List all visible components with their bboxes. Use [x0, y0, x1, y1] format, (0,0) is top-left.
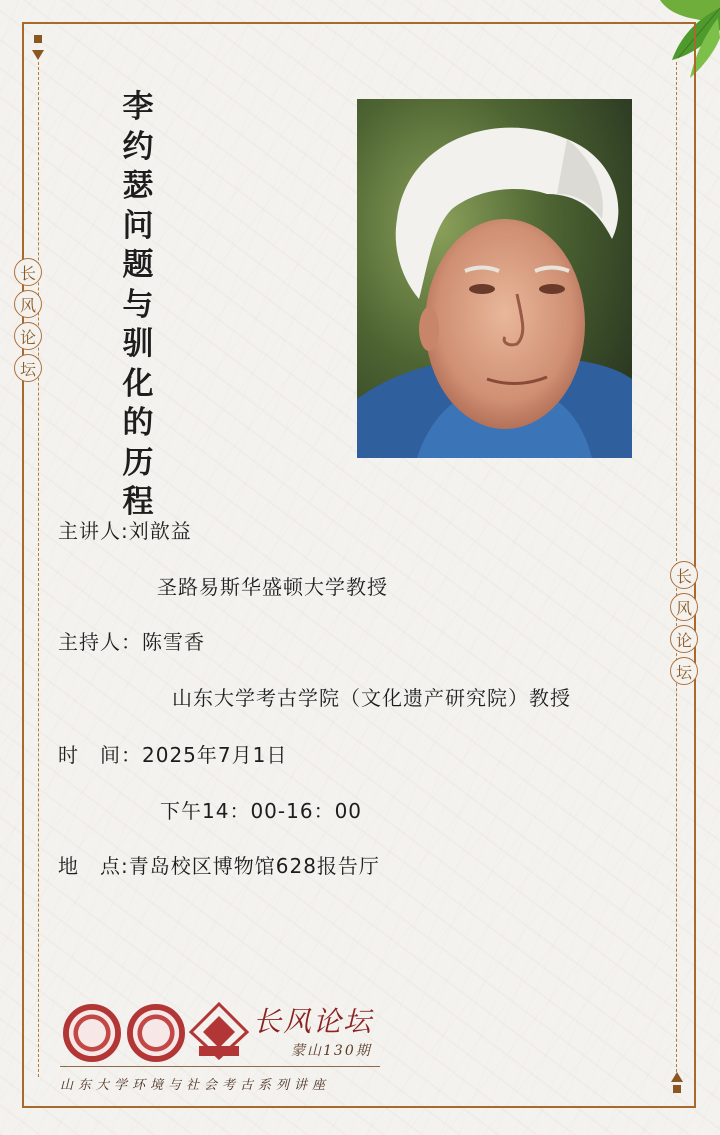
- footer-subtitle: 蒙山130期: [291, 1043, 372, 1059]
- speaker-line: [58, 515, 192, 544]
- series-name: 山东大学环境与社会考古系列讲座: [60, 1078, 331, 1093]
- title-char: 驯: [122, 326, 154, 362]
- seal-char: 坛: [14, 354, 42, 382]
- seal-char: 论: [14, 322, 42, 350]
- corner-square: [673, 1085, 681, 1093]
- forum-seal-right: [670, 561, 698, 685]
- title-char: 题: [122, 247, 154, 283]
- footer-brand: 长风论坛: [253, 1005, 374, 1038]
- host-label: 主持人：: [58, 630, 142, 654]
- footer-divider: [60, 1066, 380, 1067]
- time-line: [58, 739, 287, 768]
- corner-square: [34, 35, 42, 43]
- speaker-label: 主讲人:: [58, 519, 129, 543]
- speaker-title: 圣路易斯华盛顿大学教授: [157, 575, 388, 599]
- seal-char: 风: [14, 290, 42, 318]
- forum-logo-icon: [189, 1002, 249, 1060]
- down-triangle-icon: [32, 50, 44, 60]
- title-char: 约: [122, 128, 154, 165]
- left-dashed-rule: [38, 62, 39, 1077]
- lecture-title: [118, 88, 158, 523]
- time-label: 时 间：: [58, 743, 142, 767]
- title-char: 程: [122, 484, 154, 520]
- title-char: 的: [122, 405, 154, 441]
- seal-char: 风: [670, 593, 698, 621]
- forum-seal-left: [14, 258, 42, 382]
- portrait-photo: [357, 99, 632, 458]
- up-triangle-icon: [671, 1072, 683, 1082]
- seal-char: 论: [670, 625, 698, 653]
- seal-char: 长: [14, 258, 42, 286]
- seal-char: 长: [670, 561, 698, 589]
- title-char: 李: [122, 89, 154, 125]
- place-line: [58, 850, 380, 879]
- title-char: 化: [122, 365, 154, 402]
- host-title: 山东大学考古学院（文化遗产研究院）教授: [172, 686, 571, 710]
- speaker-name: 刘歆益: [128, 519, 192, 543]
- host-name: 陈雪香: [142, 630, 205, 654]
- title-char: 与: [122, 286, 154, 323]
- footer-logos: [55, 996, 385, 1096]
- seal-char: 坛: [670, 657, 698, 685]
- event-place: 青岛校区博物馆628报告厅: [128, 854, 380, 878]
- institute-seal-icon: [127, 1004, 185, 1062]
- host-line: [58, 626, 205, 655]
- title-char: 问: [122, 207, 154, 244]
- university-seal-icon: [63, 1004, 121, 1062]
- event-time: 下午14：00-16：00: [160, 799, 363, 823]
- place-label: 地 点:: [58, 854, 129, 878]
- title-char: 瑟: [122, 168, 154, 204]
- event-date: 2025年7月1日: [142, 743, 288, 767]
- title-char: 历: [122, 444, 154, 481]
